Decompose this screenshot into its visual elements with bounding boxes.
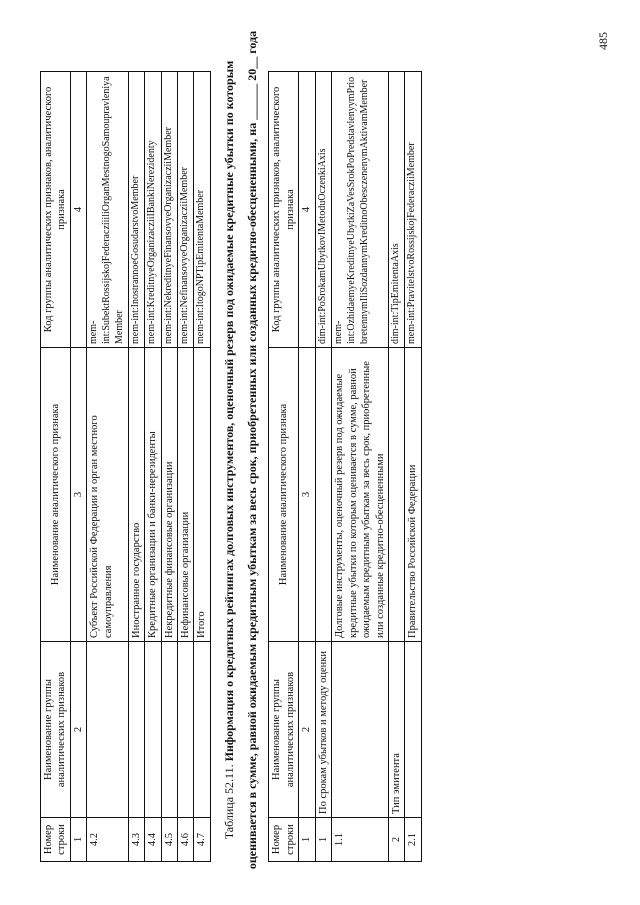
table-continuation xyxy=(40,71,211,862)
row-number: 2 xyxy=(388,818,404,862)
row-number: 1.1 xyxy=(332,818,389,862)
table-caption xyxy=(218,30,264,870)
table-row xyxy=(178,72,194,862)
row-number: 2.1 xyxy=(405,818,421,862)
group-name xyxy=(145,642,161,818)
table-title: Информация о кредитных рейтингах долговых инструментов, оценочный резерв под ожидаемые кредитные убытки по которым оценивается в сумме, равной ожидаемым кредитным убыткам за весь срок, приобретенных или созданных кредитно-обесцененными, на ______ 20__ года xyxy=(221,30,259,870)
rotated-page-content xyxy=(40,30,600,870)
group-name: Тип эмитента xyxy=(388,642,404,818)
row-number: 4.6 xyxy=(178,818,194,862)
row-number: 4.3 xyxy=(128,818,144,862)
feature-code: mem-int:ItogoNPTipEmitentaMember xyxy=(194,72,210,348)
feature-code: mem-int:NekreditnyeFinansovyeOrganizacziiMember xyxy=(161,72,177,348)
header-cell: Код группы аналитических признаков, аналитического признака xyxy=(269,72,299,348)
feature-code: mem-int:OzhidaemyeKreditnyeUbytkiZaVesSrokPoPredstavlenyymPriobretennymIliSozdannymKreditnoObesczenenymAktivamMember xyxy=(332,72,389,348)
table-row xyxy=(128,72,144,862)
header-cell: Наименование группы аналитических признаков xyxy=(269,642,299,818)
table-row xyxy=(194,72,210,862)
table-header-row xyxy=(41,72,71,862)
feature-code: mem-int:PravitelstvoRossijskojFederacziiMember xyxy=(405,72,421,348)
group-name xyxy=(87,642,128,818)
header-cell: Наименование группы аналитических признаков xyxy=(41,642,71,818)
group-name xyxy=(405,642,421,818)
feature-code: mem-int:InostrannoeGosudarstvoMember xyxy=(128,72,144,348)
table-row xyxy=(315,72,331,862)
feature-code: mem-int:SubektRossijskojFederacziiiliOrganMestnogoSamoupravleniyaMember xyxy=(87,72,128,348)
group-name xyxy=(332,642,389,818)
column-number: 4 xyxy=(299,72,315,348)
table-header-row xyxy=(269,72,299,862)
header-cell: Наименование аналитического признака xyxy=(41,348,71,642)
feature-name xyxy=(315,348,331,642)
feature-code: dim-int:PoSrokamUbytkovIMetoduOczenkiAxis xyxy=(315,72,331,348)
column-number: 2 xyxy=(70,642,86,818)
column-number: 1 xyxy=(299,818,315,862)
table-row xyxy=(87,72,128,862)
table-row xyxy=(161,72,177,862)
feature-name: Иностранное государство xyxy=(128,348,144,642)
feature-name: Некредитные финансовые организации xyxy=(161,348,177,642)
row-number: 4.4 xyxy=(145,818,161,862)
feature-code: mem-int:KreditnyeOrganizacziiIBankiNerezidenty xyxy=(145,72,161,348)
feature-name: Кредитные организации и банки-нерезиденты xyxy=(145,348,161,642)
header-cell: Номер строки xyxy=(41,818,71,862)
group-name xyxy=(128,642,144,818)
column-number: 2 xyxy=(299,642,315,818)
header-cell: Код группы аналитических признаков, аналитического признака xyxy=(41,72,71,348)
table-row xyxy=(388,72,404,862)
table-52-11 xyxy=(268,71,421,862)
row-number: 4.5 xyxy=(161,818,177,862)
group-name xyxy=(178,642,194,818)
feature-code: dim-int:TipEmitentaAxis xyxy=(388,72,404,348)
column-number-row xyxy=(70,72,86,862)
feature-name: Субъект Российской Федерации и орган местного самоуправления xyxy=(87,348,128,642)
header-cell: Наименование аналитического признака xyxy=(269,348,299,642)
table-row xyxy=(405,72,421,862)
group-name xyxy=(194,642,210,818)
feature-code: mem-int:NefinansovyeOrganizacziiMember xyxy=(178,72,194,348)
feature-name xyxy=(388,348,404,642)
feature-name: Правительство Российской Федерации xyxy=(405,348,421,642)
table-row xyxy=(332,72,389,862)
row-number: 4.2 xyxy=(87,818,128,862)
page-number: 485 xyxy=(596,32,610,50)
column-number: 4 xyxy=(70,72,86,348)
header-cell: Номер строки xyxy=(269,818,299,862)
feature-name: Итого xyxy=(194,348,210,642)
row-number: 1 xyxy=(315,818,331,862)
column-number: 1 xyxy=(70,818,86,862)
group-name: По срокам убытков и методу оценки xyxy=(315,642,331,818)
column-number: 3 xyxy=(299,348,315,642)
feature-name: Нефинансовые организации xyxy=(178,348,194,642)
row-number: 4.7 xyxy=(194,818,210,862)
group-name xyxy=(161,642,177,818)
table-row xyxy=(145,72,161,862)
feature-name: Долговые инструменты, оценочный резерв под ожидаемые кредитные убытки по которым оценивается в сумме, равной ожидаемым кредитным убыткам за весь срок, приобретенные или созданные кредитно-обесцененными xyxy=(332,348,389,642)
column-number: 3 xyxy=(70,348,86,642)
column-number-row xyxy=(299,72,315,862)
table-number: Таблица 52.11. xyxy=(221,764,236,840)
